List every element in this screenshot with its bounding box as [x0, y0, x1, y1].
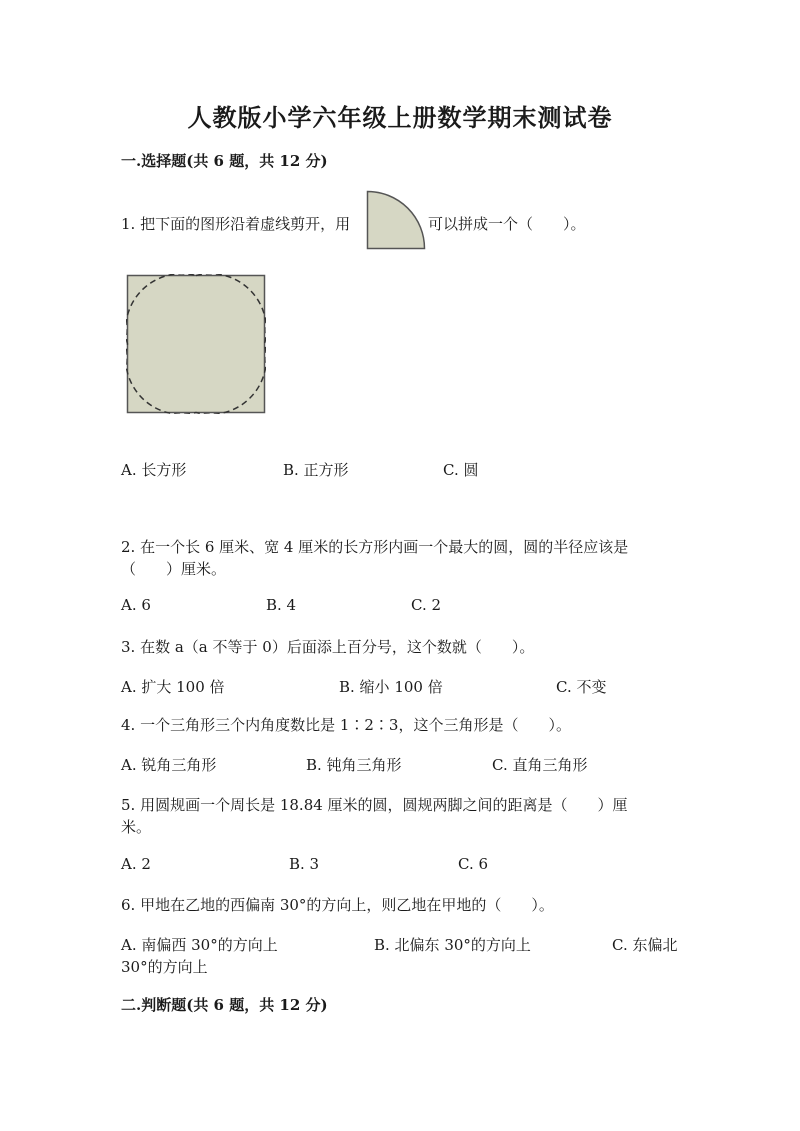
question-6-option-b[interactable]: B. 北偏东 30°的方向上: [374, 936, 531, 954]
question-3-option-a[interactable]: A. 扩大 100 倍: [121, 678, 225, 696]
question-5-option-b[interactable]: B. 3: [289, 855, 320, 873]
question-6-option-c-wrap: 30°的方向上: [121, 958, 208, 976]
question-4-option-c[interactable]: C. 直角三角形: [492, 756, 588, 774]
question-2-option-b[interactable]: B. 4: [266, 596, 297, 614]
question-1-text-after: 可以拼成一个（ ）。: [428, 215, 586, 233]
square-with-dashed-arcs-figure: [126, 274, 266, 414]
page-title: 人教版小学六年级上册数学期末测试卷: [187, 103, 613, 132]
question-5-text-line1: 5. 用圆规画一个周长是 18.84 厘米的圆，圆规两脚之间的距离是（ ）厘: [121, 796, 628, 814]
question-6-option-c[interactable]: C. 东偏北: [612, 936, 678, 954]
question-2-option-a[interactable]: A. 6: [121, 596, 151, 614]
question-3-option-c[interactable]: C. 不变: [556, 678, 607, 696]
question-4-option-a[interactable]: A. 锐角三角形: [121, 756, 217, 774]
question-3-text: 3. 在数 a（a 不等于 0）后面添上百分号，这个数就（ ）。: [121, 638, 535, 656]
question-4-text: 4. 一个三角形三个内角度数比是 1∶2∶3，这个三角形是（ ）。: [121, 716, 571, 734]
quarter-circle-figure: [366, 190, 428, 250]
question-3-option-b[interactable]: B. 缩小 100 倍: [339, 678, 443, 696]
question-4-option-b[interactable]: B. 钝角三角形: [306, 756, 402, 774]
question-6-text: 6. 甲地在乙地的西偏南 30°的方向上，则乙地在甲地的（ ）。: [121, 896, 554, 914]
question-5-option-a[interactable]: A. 2: [121, 855, 151, 873]
question-1-text-before: 1. 把下面的图形沿着虚线剪开，用: [121, 215, 351, 233]
question-1-option-a[interactable]: A. 长方形: [121, 461, 187, 479]
question-6-option-a[interactable]: A. 南偏西 30°的方向上: [121, 936, 278, 954]
question-1-option-c[interactable]: C. 圆: [443, 461, 479, 479]
question-2-text-line1: 2. 在一个长 6 厘米、宽 4 厘米的长方形内画一个最大的圆，圆的半径应该是: [121, 538, 629, 556]
section-heading-choice: 一.选择题(共 6 题，共 12 分): [121, 152, 328, 170]
question-1-option-b[interactable]: B. 正方形: [283, 461, 349, 479]
question-2-text-line2: （ ）厘米。: [121, 560, 227, 578]
question-2-option-c[interactable]: C. 2: [411, 596, 442, 614]
section-heading-judgement: 二.判断题(共 6 题，共 12 分): [121, 996, 328, 1014]
question-5-option-c[interactable]: C. 6: [458, 855, 489, 873]
question-5-text-line2: 米。: [121, 818, 152, 836]
